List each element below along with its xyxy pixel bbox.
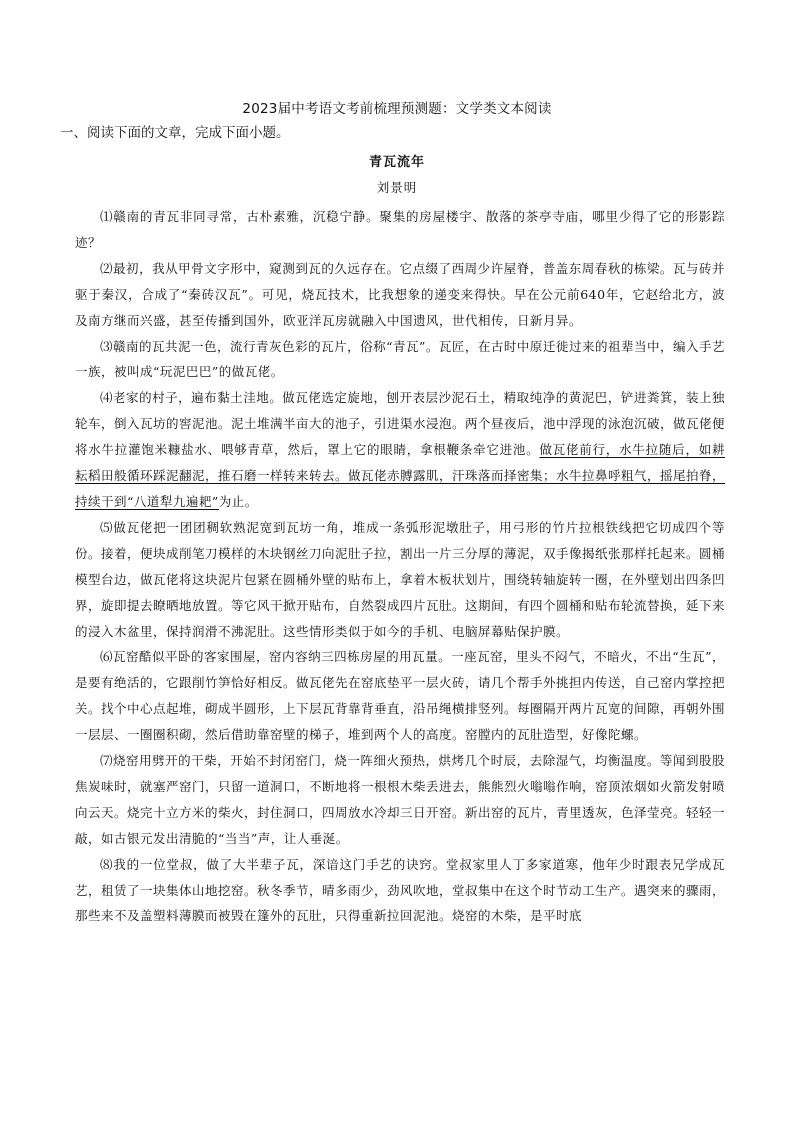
paragraph-3: ⑶赣南的瓦共泥一色，流行青灰色彩的瓦片，俗称“青瓦”。瓦匠，在古时中原迁徙过来的祖辈当中，编入手艺一族，被叫成“玩泥巴巴”的做瓦佬。 [75,338,725,380]
paragraph-2: ⑵最初，我从甲骨文字形中，窥测到瓦的久远存在。它点缀了西周少许屋脊，普盖东周春秋的栋梁。瓦与砖并驱于秦汉，合成了“秦砖汉瓦”。可见，烧瓦技术，比我想象的递变来得快。早在公元前640年，它赵给北方，波及南方继而兴盛，甚至传播到国外，欧亚洋瓦房就融入中国遗风，世代相传，日新月异。 [75,260,725,328]
paragraph-8: ⑻我的一位堂叔，做了大半辈子瓦，深谙这门手艺的诀窍。堂叔家里人丁多家道寒，他年少时跟表兄学成瓦艺，租赁了一块集体山地挖窑。秋冬季节，晴多雨少，劲风吹地，堂叔集中在这个时节动工生产。遇突来的骤雨，那些来不及盖塑料薄膜而被毁在篷外的瓦肚，只得重新拉回泥池。烧窑的木柴，是平时底 [75,856,726,924]
article-author: 刘景明 [376,180,418,195]
paragraph-6: ⑹瓦窑酷似平卧的客家围屋，窑内容纳三四栋房屋的用瓦量。一座瓦窑，里头不闷气，不暗火，不出“生瓦”，是要有绝活的，它跟削竹笋恰好相反。做瓦佬先在窑底垫平一层火砖，请几个帮手外挑担内传送，自己窑内掌控把关。找个中心点起堆，砌成半圆形，上下层瓦背靠背垂直，沿吊绳横排竖列。每圈隔开两片瓦宽的间隙，再朝外围一层层、一圈圈积砌，然后借助靠窑壁的梯子，堆到两个人的高度。窑膛内的瓦肚造型，好像陀螺。 [75,649,726,743]
question-instruction: 一、阅读下面的文章，完成下面小题。 [60,125,290,141]
article-body [75,204,725,929]
underlined-passage: 做瓦佬前行，水牛拉随后，如耕耘稻田般循环踩泥翻泥，推石磨一样转来转去。做瓦佬赤膊露肌，汗珠落而择密集；水牛拉鼻呼粗气，摇尾拍脊，持续干到“八道犁九遍耙” [75,442,726,509]
paragraph-4-tail: 为止。 [218,493,258,509]
paragraph-5: ⑸做瓦佬把一团团稠软熟泥宽到瓦坊一角，堆成一条弧形泥墩肚子，用弓形的竹片拉根铁线把它切成四个等份。接着，便块成削笔刀模样的木块钢丝刀向泥肚子拉，割出一片三分厚的薄泥，双手像揭纸张那样托起来。圆桶模型台边，做瓦佬将这块泥片包紧在圆桶外壁的贴布上，拿着木板状划片，围绕转轴旋转一圈，在外壁划出四条凹界，旋即提去瞭晒地放置。等它风干掀开贴布，自然裂成四片瓦肚。这期间，有四个圆桶和贴布轮流替换，延下来的浸入木盆里，保持润滑不沸泥肚。这些情形类似于如今的手机、电脑屏幕贴保护膜。 [75,519,726,639]
paragraph-1: ⑴赣南的青瓦非同寻常，古朴素雅，沉稳宁静。聚集的房屋楼宇、散落的茶亭寺庙，哪里少得了它的形影踪迹？ [75,209,725,250]
paragraph-4 [75,385,725,515]
article-title: 青瓦流年 [368,155,425,170]
document-title: 2023届中考语文考前梳理预测题：文学类文本阅读 [242,101,552,117]
paragraph-4-text: ⑷老家的村子，遍布黏土洼地。做瓦佬选定旋地，刨开表层沙泥石土，精取纯净的黄泥巴，铲进粪箕，装上独轮车，倒入瓦坊的窖泥池。泥土堆满半亩大的池子，引进渠水浸泡。两个昼夜后，池中浮现的泳泡沉破，做瓦佬便将水牛拉灌饱米糠盐水、喂够青草，然后，罩上它的眼睛，拿根鞭条牵它进池。 [75,390,726,458]
paragraph-7: ⑺烧窑用劈开的干柴，开始不封闭窑门，烧一阵细火预热，烘烤几个时辰，去除湿气，均衡温度。等闻到股股焦炭味时，就塞严窑门，只留一道洞口，不断地将一根根木柴丢进去，熊熊烈火嗡嗡作响，窑顶浓烟如火箭发射喷向云天。烧完十立方米的柴火，封住洞口，四周放水冷却三日开窑。新出窑的瓦片，青里透灰，色泽莹亮。轻轻一敲，如古银元发出清脆的“当当”声，让人垂涎。 [75,753,726,846]
